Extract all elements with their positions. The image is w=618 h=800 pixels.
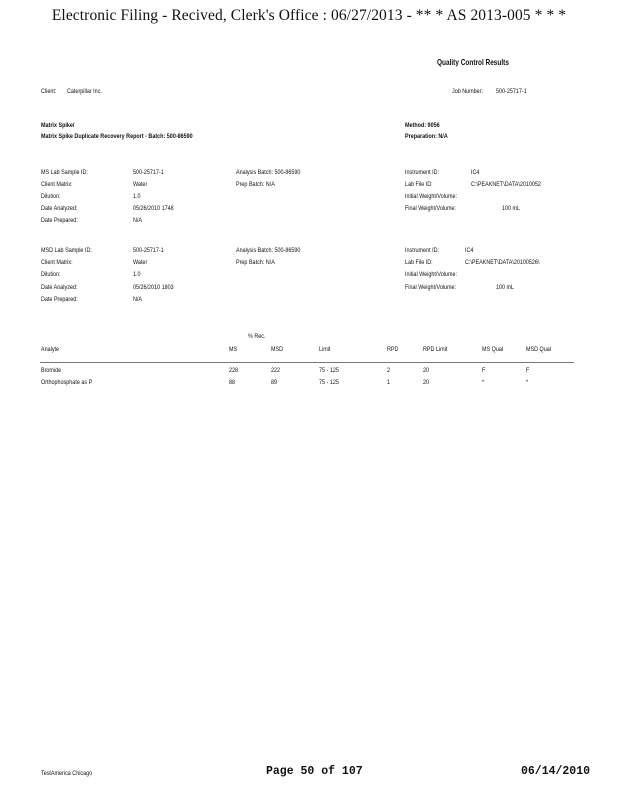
- cell-analyte: Bromide: [41, 367, 62, 374]
- msd-initial-volume-label: Initial Weight/Volume:: [405, 271, 457, 278]
- cell-ms: 228: [229, 367, 239, 374]
- preparation: Preparation: N/A: [405, 133, 448, 140]
- cell-msd: 222: [271, 367, 281, 374]
- cell-ms: 88: [229, 379, 236, 386]
- footer-date: 06/14/2010: [521, 765, 591, 778]
- cell-msd-qual: F: [526, 367, 530, 374]
- client-label: Client:: [41, 88, 57, 95]
- msd-date-prepared-label: Date Prepared:: [41, 296, 78, 303]
- msd-dilution-value: 1.0: [133, 271, 141, 278]
- ms-instrument-label: Instrument ID:: [405, 169, 440, 176]
- ms-client-matrix-label: Client Matrix:: [41, 181, 73, 188]
- header-limit: Limit: [319, 346, 331, 353]
- ms-initial-volume-label: Initial Weight/Volume:: [405, 193, 457, 200]
- report-title: Quality Control Results: [437, 57, 509, 67]
- msd-lab-file-value: C:\PEAKNET\DATA\20100526\: [465, 259, 540, 266]
- cell-ms-qual: *: [482, 379, 485, 386]
- cell-msd-qual: *: [526, 379, 529, 386]
- footer-page-number: Page 50 of 107: [266, 765, 363, 778]
- client-value: Caterpillar Inc.: [67, 88, 102, 95]
- recovery-report-heading: Matrix Spike Duplicate Recovery Report - Batch: 500-86590: [41, 133, 193, 140]
- ms-analysis-batch: Analysis Batch: 500-86590: [236, 169, 301, 176]
- ms-instrument-value: IC4: [471, 169, 480, 176]
- percent-rec-header: % Rec.: [248, 333, 266, 340]
- header-msd-qual: MSD Qual: [526, 346, 551, 353]
- msd-date-analyzed-label: Date Analyzed:: [41, 284, 78, 291]
- cell-limit: 75 - 125: [319, 367, 339, 374]
- msd-prep-batch: Prep Batch: N/A: [236, 259, 275, 266]
- header-rpd-limit: RPD Limit: [423, 346, 448, 353]
- ms-prep-batch: Prep Batch: N/A: [236, 181, 275, 188]
- msd-lab-sample-value: 500-25717-1: [133, 247, 164, 254]
- cell-rpd-limit: 20: [423, 379, 430, 386]
- ms-date-prepared-value: N/A: [133, 217, 143, 224]
- ms-final-volume-value: 100 mL: [502, 205, 521, 212]
- filing-stamp: Electronic Filing - Recived, Clerk's Office : 06/27/2013 - ** * AS 2013-005 * * *: [51, 7, 567, 24]
- header-ms-qual: MS Qual: [482, 346, 504, 353]
- footer-lab-name: TestAmerica Chicago: [41, 770, 93, 777]
- msd-analysis-batch: Analysis Batch: 500-86590: [236, 247, 301, 254]
- header-msd: MSD: [271, 346, 284, 353]
- msd-client-matrix-label: Client Matrix:: [41, 259, 73, 266]
- ms-client-matrix-value: Water: [133, 181, 148, 188]
- cell-rpd: 1: [387, 379, 391, 386]
- msd-instrument-value: IC4: [465, 247, 474, 254]
- header-rpd: RPD: [387, 346, 399, 353]
- msd-date-analyzed-value: 05/26/2010 1803: [133, 284, 174, 291]
- header-analyte: Analyte: [41, 346, 60, 353]
- cell-analyte: Orthophosphate as P: [41, 379, 93, 386]
- matrix-spike-heading: Matrix Spike/: [41, 122, 75, 129]
- method: Method: 9056: [405, 122, 440, 129]
- msd-instrument-label: Instrument ID:: [405, 247, 440, 254]
- msd-dilution-label: Dilution:: [41, 271, 61, 278]
- msd-final-volume-value: 100 mL: [496, 284, 515, 291]
- ms-lab-file-label: Lab File ID:: [405, 181, 433, 188]
- table-header-divider: [40, 362, 574, 363]
- ms-final-volume-label: Final Weight/Volume:: [405, 205, 457, 212]
- job-number-value: 500-25717-1: [496, 88, 527, 95]
- cell-ms-qual: F: [482, 367, 486, 374]
- msd-date-prepared-value: N/A: [133, 296, 143, 303]
- ms-date-analyzed-value: 05/26/2010 1748: [133, 205, 174, 212]
- job-number-label: Job Number:: [452, 88, 484, 95]
- header-ms: MS: [229, 346, 238, 353]
- msd-client-matrix-value: Water: [133, 259, 148, 266]
- msd-lab-file-label: Lab File ID:: [405, 259, 433, 266]
- ms-date-prepared-label: Date Prepared:: [41, 217, 78, 224]
- ms-dilution-label: Dilution:: [41, 193, 61, 200]
- ms-lab-sample-label: MS Lab Sample ID:: [41, 169, 88, 176]
- msd-final-volume-label: Final Weight/Volume:: [405, 284, 457, 291]
- ms-dilution-value: 1.0: [133, 193, 141, 200]
- ms-lab-sample-value: 500-25717-1: [133, 169, 164, 176]
- msd-lab-sample-label: MSD Lab Sample ID:: [41, 247, 92, 254]
- ms-date-analyzed-label: Date Analyzed:: [41, 205, 78, 212]
- cell-rpd: 2: [387, 367, 391, 374]
- ms-lab-file-value: C:\PEAKNET\DATA\2010052: [471, 181, 541, 188]
- cell-msd: 89: [271, 379, 278, 386]
- cell-limit: 75 - 125: [319, 379, 339, 386]
- cell-rpd-limit: 20: [423, 367, 430, 374]
